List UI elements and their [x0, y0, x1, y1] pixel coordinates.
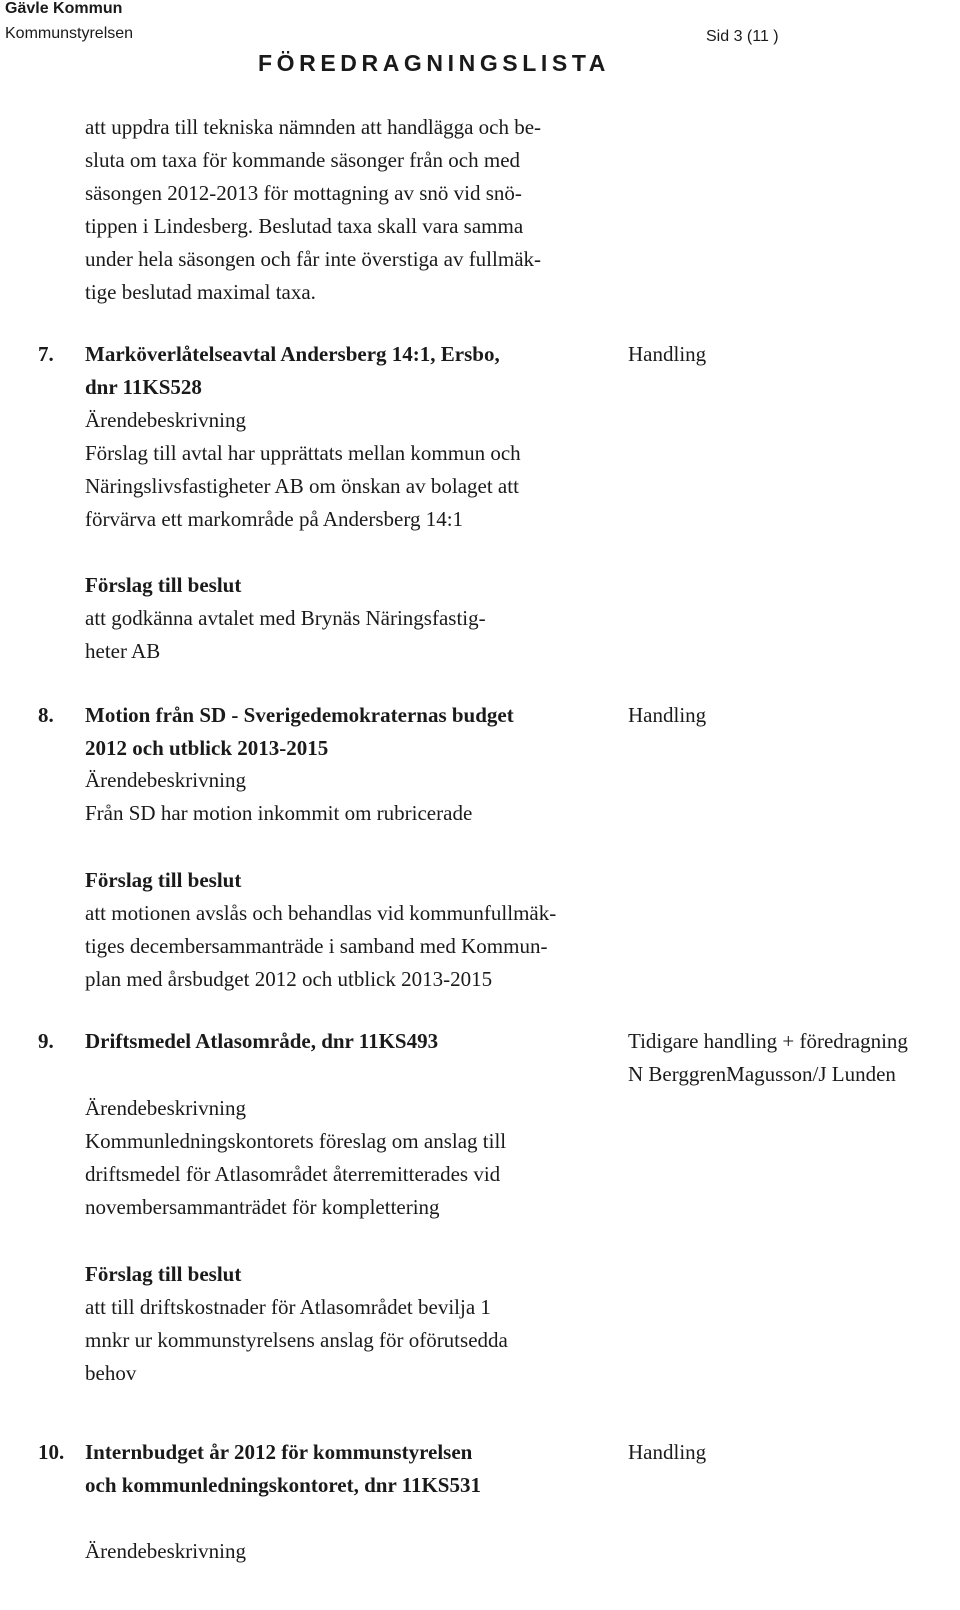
proposal-line: att godkänna avtalet med Brynäs Näringsfastig-: [85, 606, 486, 630]
item-presenters: N BerggrenMagusson/J Lunden: [628, 1062, 896, 1086]
page-number: Sid 3 (11 ): [706, 28, 779, 45]
item-status: Handling: [628, 1440, 707, 1464]
item-title: och kommunledningskontoret, dnr 11KS531: [85, 1473, 481, 1497]
proposal-line: tiges decembersammanträde i samband med Kommun-: [85, 934, 548, 958]
description-line: Näringslivsfastigheter AB om önskan av bolaget att: [85, 474, 519, 498]
department-name: Kommunstyrelsen: [5, 25, 134, 42]
proposal-heading: Förslag till beslut: [85, 1262, 242, 1286]
item-number: 9.: [38, 1029, 54, 1053]
item-status: Handling: [628, 342, 707, 366]
description-line: Förslag till avtal har upprättats mellan kommun och: [85, 441, 521, 465]
item-status: Tidigare handling + föredragning: [628, 1029, 908, 1053]
item-title: Internbudget år 2012 för kommunstyrelsen: [85, 1440, 473, 1464]
proposal-line: att till driftskostnader för Atlasområdet bevilja 1: [85, 1295, 491, 1319]
item-title: Driftsmedel Atlasområde, dnr 11KS493: [85, 1029, 439, 1053]
intro-line: under hela säsongen och får inte överstiga av fullmäk-: [85, 247, 542, 271]
description-line: driftsmedel för Atlasområdet återremitterades vid: [85, 1162, 501, 1186]
intro-line: säsongen 2012-2013 för mottagning av snö vid snö-: [85, 181, 522, 205]
proposal-heading: Förslag till beslut: [85, 868, 242, 892]
proposal-heading: Förslag till beslut: [85, 573, 242, 597]
description-heading: Ärendebeskrivning: [85, 408, 246, 432]
proposal-line: heter AB: [85, 639, 161, 663]
item-title: Marköverlåtelseavtal Andersberg 14:1, Ersbo,: [85, 342, 500, 366]
item-number: 7.: [38, 342, 54, 366]
item-number: 10.: [38, 1440, 65, 1464]
item-status: Handling: [628, 703, 707, 727]
description-line: förvärva ett markområde på Andersberg 14:1: [85, 507, 464, 531]
intro-line: tige beslutad maximal taxa.: [85, 280, 316, 304]
description-heading: Ärendebeskrivning: [85, 1096, 246, 1120]
proposal-line: att motionen avslås och behandlas vid kommunfullmäk-: [85, 901, 557, 925]
proposal-line: plan med årsbudget 2012 och utblick 2013-2015: [85, 967, 493, 991]
description-line: Kommunledningskontorets föreslag om anslag till: [85, 1129, 507, 1153]
document-title: FÖREDRAGNINGSLISTA: [258, 50, 610, 76]
item-title: 2012 och utblick 2013-2015: [85, 736, 329, 760]
description-line: novembersammanträdet för komplettering: [85, 1195, 440, 1219]
item-title: dnr 11KS528: [85, 375, 202, 399]
item-number: 8.: [38, 703, 54, 727]
item-title: Motion från SD - Sverigedemokraternas budget: [85, 703, 514, 727]
intro-line: tippen i Lindesberg. Beslutad taxa skall vara samma: [85, 214, 524, 238]
intro-line: att uppdra till tekniska nämnden att handlägga och be-: [85, 115, 542, 139]
description-heading: Ärendebeskrivning: [85, 768, 246, 792]
intro-line: sluta om taxa för kommande säsonger från och med: [85, 148, 521, 172]
description-heading: Ärendebeskrivning: [85, 1539, 246, 1563]
organization-name: Gävle Kommun: [5, 0, 123, 17]
proposal-line: mnkr ur kommunstyrelsens anslag för oförutsedda: [85, 1328, 508, 1352]
proposal-line: behov: [85, 1361, 137, 1385]
description-line: Från SD har motion inkommit om rubricerade: [85, 801, 473, 825]
